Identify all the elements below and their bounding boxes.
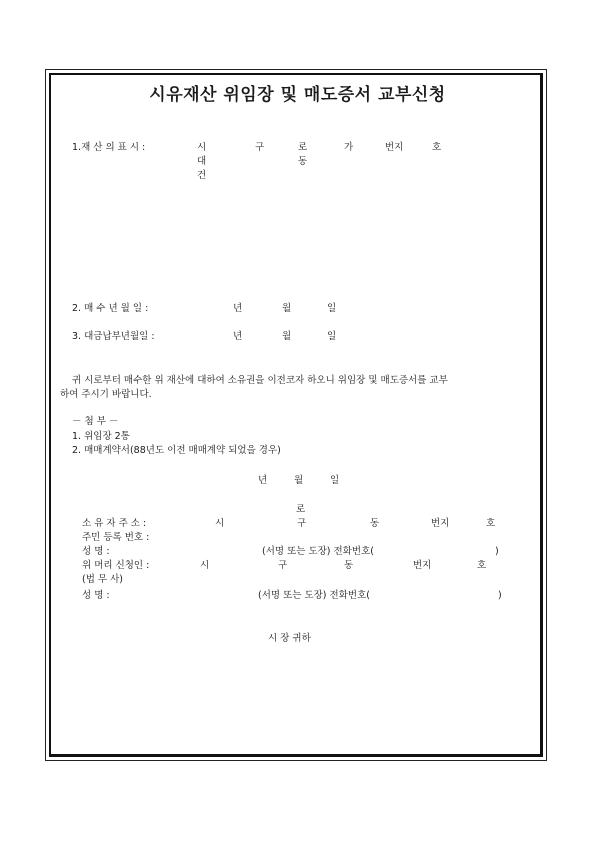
owner-dong: 동 <box>370 518 380 529</box>
purchase-date-label: 2. 매 수 년 월 일 : <box>72 303 149 314</box>
property-si: 시 <box>197 142 207 153</box>
agent-sub-label: (법 무 사) <box>82 574 123 585</box>
request-text-line1: 귀 시로부터 매수한 위 재산에 대하여 소유권을 이전코자 하오니 위임장 및 매도증서를 교부 <box>72 375 448 386</box>
agent-dong: 동 <box>344 560 354 571</box>
owner-ro: 로 <box>296 504 306 515</box>
payment-date-label: 3. 대금납부년월일 : <box>72 331 155 342</box>
attachment-item-2: 2. 매매계약서(88년도 이전 매매계약 되었을 경우) <box>72 445 281 456</box>
payment-day: 일 <box>327 331 337 342</box>
payment-month: 월 <box>282 331 292 342</box>
addressee: 시 장 귀하 <box>268 633 311 644</box>
form-inner-border <box>49 73 543 757</box>
property-geon: 건 <box>197 170 207 181</box>
attachments-header: － 첨 부 － <box>72 416 119 427</box>
request-text-line2: 하여 주시기 바랍니다. <box>60 389 152 400</box>
agent-sign-text: (서명 또는 도장) 전화번호( <box>258 590 370 601</box>
property-ro: 로 <box>298 142 308 153</box>
owner-beonji: 번지 <box>431 518 450 529</box>
agent-si: 시 <box>200 560 210 571</box>
owner-close-paren: ) <box>495 546 499 557</box>
owner-reg-label: 주민 등록 번호 : <box>82 532 150 543</box>
owner-si: 시 <box>215 518 225 529</box>
agent-label: 위 머리 신청인 : <box>82 560 150 571</box>
property-dong: 동 <box>298 156 308 167</box>
date-month: 월 <box>294 475 304 486</box>
property-dae: 대 <box>197 156 207 167</box>
purchase-day: 일 <box>327 303 337 314</box>
property-label: 1.재 산 의 표 시 : <box>72 142 146 153</box>
agent-gu: 구 <box>278 560 288 571</box>
purchase-year: 년 <box>233 303 243 314</box>
owner-name-label: 성 명 : <box>82 546 110 557</box>
property-gu: 구 <box>255 142 265 153</box>
owner-gu: 구 <box>297 518 307 529</box>
agent-beonji: 번지 <box>413 560 432 571</box>
property-ga: 가 <box>344 142 354 153</box>
date-year: 년 <box>258 475 268 486</box>
purchase-month: 월 <box>282 303 292 314</box>
form-title: 시유재산 위임장 및 매도증서 교부신청 <box>149 85 446 105</box>
owner-address-label: 소 유 자 주 소 : <box>82 518 147 529</box>
property-ho: 호 <box>432 142 442 153</box>
agent-ho: 호 <box>477 560 487 571</box>
agent-name-label: 성 명 : <box>82 590 110 601</box>
date-day: 일 <box>330 475 340 486</box>
owner-sign-text: (서명 또는 도장) 전화번호( <box>262 546 374 557</box>
attachment-item-1: 1. 위임장 2통 <box>72 431 130 442</box>
agent-close-paren: ) <box>498 590 502 601</box>
property-beonji: 번지 <box>385 142 404 153</box>
payment-year: 년 <box>233 331 243 342</box>
owner-ho: 호 <box>486 518 496 529</box>
